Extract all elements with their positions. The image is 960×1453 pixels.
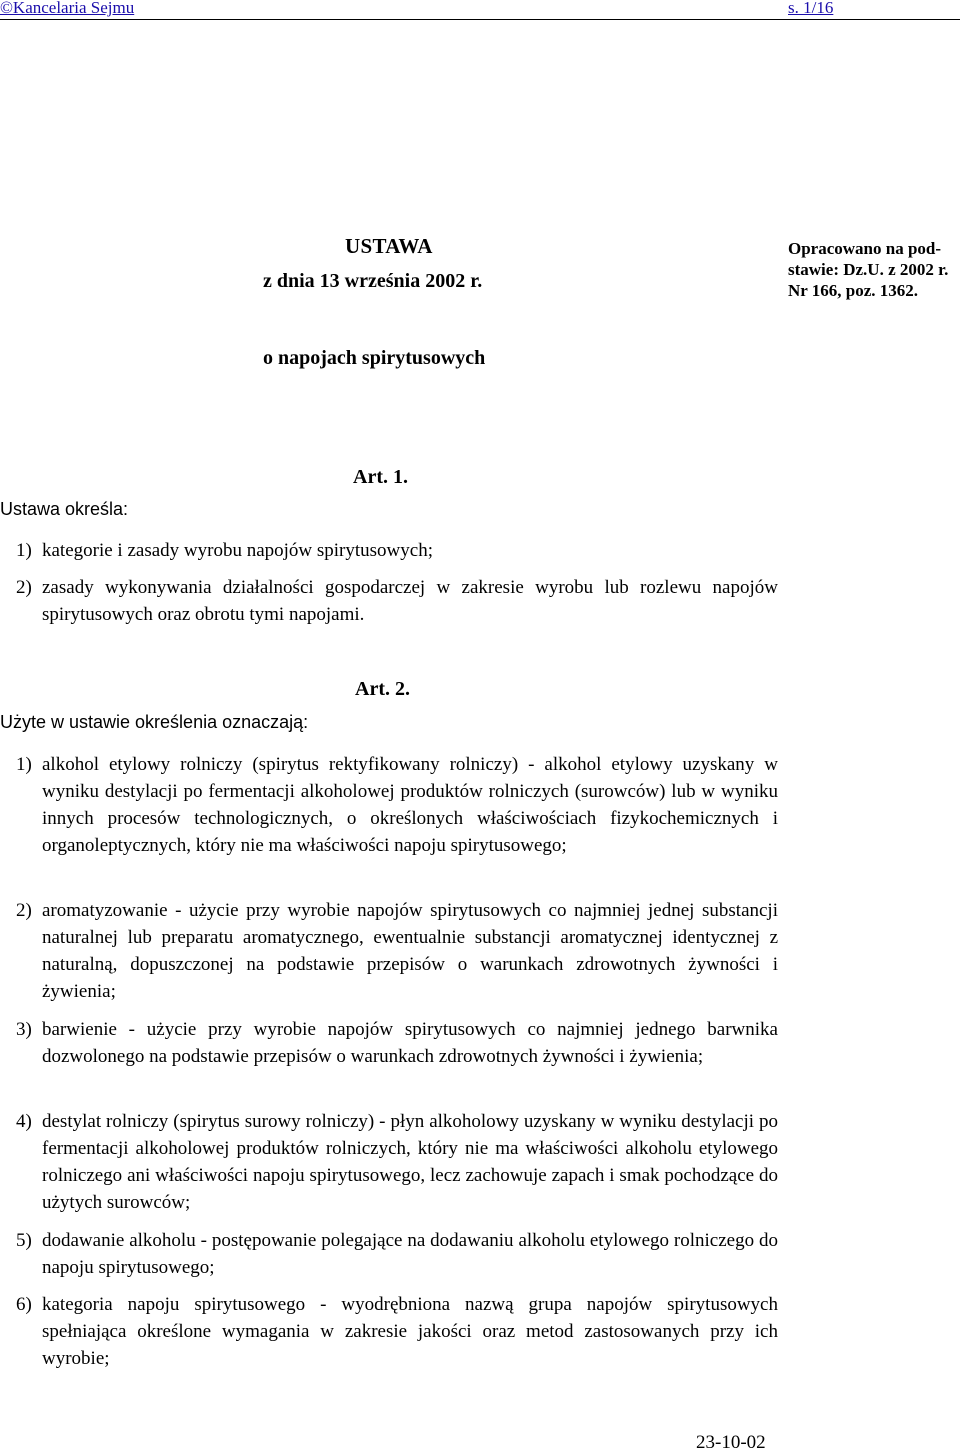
item-text: zasady wykonywania działalności gospodarczej w zakresie wyrobu lub rozlewu napojów spirytusowych oraz obrotu tymi napojami. — [42, 577, 778, 625]
source-note: Opracowano na pod-stawie: Dz.U. z 2002 r. Nr 166, poz. 1362. — [788, 239, 949, 300]
article-2-heading: Art. 2. — [355, 678, 410, 700]
item-text: dodawanie alkoholu - postępowanie polegające na dodawaniu alkoholu etylowego rolniczego do napoju spirytusowego; — [42, 1230, 778, 1278]
item-number: 5) — [16, 1230, 32, 1251]
item-text: kategoria napoju spirytusowego - wyodrębniona nazwą grupa napojów spirytusowych spełniająca określone wymagania w zakresie jakości oraz metod zastosowanych przy ich wyrobie; — [42, 1294, 778, 1369]
list-item — [16, 1108, 778, 1216]
header-divider — [0, 19, 960, 20]
article-1-heading: Art. 1. — [353, 466, 408, 488]
list-item — [16, 1291, 778, 1372]
item-number: 6) — [16, 1294, 32, 1315]
item-text: alkohol etylowy rolniczy (spirytus rektyfikowany rolniczy) - alkohol etylowy uzyskany w wyniku destylacji po fermentacji alkoholowej produktów rolniczych (surowców) lub w wyniku innych procesów technologicznych, o określonych właściwościach fizykochemicznych i organoleptycznych, który nie ma właściwości napoju spirytusowego; — [42, 754, 778, 856]
list-item — [16, 897, 778, 1005]
list-item — [16, 1227, 778, 1281]
item-number: 3) — [16, 1019, 32, 1040]
list-item — [16, 574, 778, 628]
article-1-intro: Ustawa określa: — [0, 499, 129, 519]
item-text: kategorie i zasady wyrobu napojów spirytusowych; — [42, 540, 433, 561]
item-text: barwienie - użycie przy wyrobie napojów spirytusowych co najmniej jednego barwnika dozwolonego na podstawie przepisów o warunkach zdrowotnych żywności i żywienia; — [42, 1019, 778, 1067]
article-2-intro: Użyte w ustawie określenia oznaczają: — [0, 712, 309, 732]
item-number: 1) — [16, 754, 32, 775]
document-subject: o napojach spirytusowych — [263, 347, 486, 369]
document-title: USTAWA — [345, 234, 433, 258]
publisher-link[interactable]: ©Kancelaria Sejmu — [0, 0, 135, 17]
item-number: 1) — [16, 540, 32, 561]
item-number: 2) — [16, 900, 32, 921]
list-item — [16, 751, 778, 859]
list-item — [16, 537, 816, 564]
footer-date: 23-10-02 — [696, 1432, 766, 1453]
item-text: destylat rolniczy (spirytus surowy rolniczy) - płyn alkoholowy uzyskany w wyniku destylacji po fermentacji alkoholowej produktów rolniczych, który nie ma właściwości alkoholu etylowego rolniczego ani właściwości napoju spirytusowego, lecz zachowuje zapach i smak pochodzące do użytych surowców; — [42, 1111, 778, 1213]
item-text: aromatyzowanie - użycie przy wyrobie napojów spirytusowych co najmniej jednej substancji naturalnej lub preparatu aromatycznego, ewentualnie substancji aromatycznej identycznej z naturalną, dopuszczonej na podstawie przepisów o warunkach zdrowotnych żywności i żywienia; — [42, 900, 778, 1002]
list-item — [16, 1016, 778, 1070]
page-number-link[interactable]: s. 1/16 — [788, 0, 834, 17]
item-number: 4) — [16, 1111, 32, 1132]
document-date: z dnia 13 września 2002 r. — [263, 270, 483, 292]
item-number: 2) — [16, 577, 32, 598]
